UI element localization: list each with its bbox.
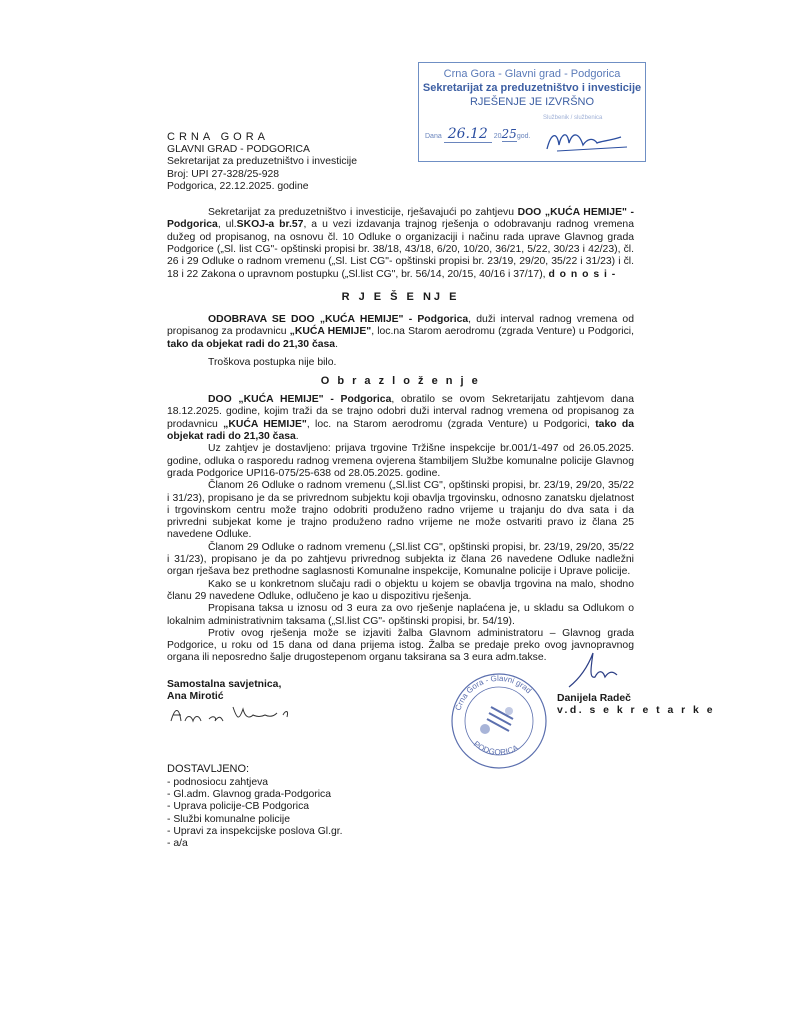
reasoning-applicant: DOO „KUĆA HEMIJE" - Podgorica (208, 394, 392, 406)
reasoning-body (167, 394, 634, 665)
delivered-item: - Gl.adm. Glavnog grada-Podgorica (167, 788, 332, 800)
stamp-god-label: god. (516, 133, 531, 140)
right-signature-block (557, 693, 715, 718)
left-signer-name: Ana Mirotić (167, 690, 224, 702)
reasoning-paragraph-5: Kako se u konkretnom slučaju radi o objektu u kojem se obavlja trgovina na malo, shodno članu 29 navedene Odluke, odlučeno je kao u dispozitivu rješenja. (167, 578, 634, 602)
header-number: Broj: UPI 27-328/25-928 (167, 168, 280, 180)
reasoning-paragraph-4: Članom 29 Odluke o radnom vremenu („Sl.list CG", opštinski propisi, br. 23/19, 29/20, 35/22 i 31/23), propisano je da po zahtjevu privrednog subjekta iz člana 26 navedene Odluke nadležni organ rješava bez prethodne saglasnosti Komunalne inspekcije, Komunalne policije i Uprave policije. (167, 541, 634, 578)
reasoning-paragraph-7: Protiv ovog rješenja može se izjaviti žalba Glavnom administratoru – Glavnog grada Podgorice, u roku od 15 dana od dana prijema istog. Žalba se predaje preko ovog javnopravnog organa ili neposredno šalje drugostepenom organu taksirana sa 3 eura adm.takse. (167, 627, 634, 664)
costs-paragraph: Troškova postupka nije bilo. (208, 356, 337, 368)
stamp-line-2: Sekretarijat za preduzetništvo i investicije (422, 82, 642, 94)
intro-text-1: Sekretarijat za preduzetništvo i investicije, rješavajući po zahtjevu (208, 207, 518, 219)
round-official-seal-icon (449, 671, 549, 771)
document-header (167, 131, 407, 193)
intro-applicant: DOO „KUĆA HEMIJE" - Podgorica (167, 207, 634, 231)
decision-end: . (335, 338, 338, 350)
reasoning-hours: tako da objekat radi do 21,30 časa (167, 418, 634, 443)
signature-area (167, 673, 715, 757)
reasoning-paragraph-2: Uz zahtjev je dostavljeno: prijava trgovine Tržišne inspekcije br.001/1-497 od 26.05.2025. godine, odluka o rasporedu radnog vremena ovjerena štambiljem Službe komunalne policije Glavnog grada Podgorice UPI16-075/25-638 od 28.05.2025. godine. (167, 443, 634, 479)
left-signer-title: Samostalna savjetnica, (167, 678, 282, 690)
decision-paragraph (167, 314, 634, 351)
delivered-item: - podnosiocu zahtjeva (167, 776, 269, 788)
reasoning-end: . (295, 431, 299, 443)
seal-top-text: Crna Gora - Glavni grad (453, 673, 534, 712)
intro-text-2: , ul. (217, 219, 237, 231)
delivered-list (167, 763, 634, 851)
header-country: CRNA GORA (167, 131, 270, 143)
reasoning-shop: „KUĆA HEMIJE" (223, 418, 307, 430)
reasoning-text-2: , loc. na Starom aerodromu (zgrada Venture) u Podgorici, (306, 418, 596, 430)
right-handwritten-signature-icon (565, 649, 635, 691)
reasoning-paragraph-6: Propisana taksa u iznosu od 3 eura za ovo rješenje naplaćena je, u skladu sa Odlukom o lokalnim administrativnim taksama („Sl.list CG"- opštinski propisi, br. 54/19). (167, 603, 634, 627)
delivered-item: - Upravi za inspekcijske poslova Gl.gr. (167, 825, 343, 837)
delivered-title: DOSTAVLJENO: (167, 762, 250, 775)
header-office: Sekretarijat za preduzetništvo i investicije (167, 156, 358, 168)
svg-text:PODGORICA (472, 739, 520, 757)
seal-bottom-text: PODGORICA (471, 739, 520, 757)
stamp-line-1: Crna Gora - Glavni grad - Podgorica (443, 68, 621, 80)
stamp-year-prefix: 20 (493, 133, 502, 140)
left-handwritten-signature-icon (167, 703, 297, 725)
reasoning-paragraph-3: Članom 26 Odluke o radnom vremenu („Sl.list CG", opštinski propisi, br. 23/19, 29/20, 35/22 i 31/23), propisano je da se privrednom subjektu koji obavlja trgovinsku, odnosno zanatsku djelatnost i trgovinskom centru može trajno odobriti produženo radno vrijeme u trajanju do dva sata i da privredni subjekat kome je trajno produženo radno vrijeme ne može ostvariti pravo iz člana 25 navedene Odluke. (167, 480, 634, 541)
right-signer-title: v.d. s e k r e t a r k e (557, 704, 715, 716)
intro-text-3: , a u vezi izdavanja trajnog rješenja o odobravanju radnog vremena dužeg od propisanog, na osnovu čl. 10 Odluke o organizaciji i načinu rada uprave Glavnog grada Podgorice („Sl. list CG"- opštinski propisi br. 38/18, 43/18, 6/20, 10/20, 36/21, 5/22, 30/23 i 42/23), čl. 26 i 29 Odluke o radnom vremenu („Sl. List CG"- opštinski propisi br. 23/19, 29/20, 35/22 i 31/23) i čl. 18 i 22 Zakona o upravnom postupku („Sl.list CG", br. 56/14, 20/15, 40/16 i 37/17), (167, 219, 634, 280)
intro-paragraph (167, 207, 634, 281)
header-place-date: Podgorica, 22.12.2025. godine (167, 180, 309, 192)
document-body (167, 131, 715, 850)
decision-bold-2: „KUĆA HEMIJE" (289, 326, 372, 338)
stamp-year: 25 (501, 127, 517, 141)
stamp-signer-label: Službenik / službenica (543, 115, 603, 121)
delivered-item: - a/a (167, 838, 188, 850)
stamp-dana-label: Dana (425, 133, 442, 140)
decision-text-2: , loc.na Starom aerodromu (zgrada Venture) u Podgorici, (371, 326, 634, 338)
header-city: GLAVNI GRAD - PODGORICA (167, 144, 310, 155)
right-signer-name: Danijela Radeč (557, 692, 631, 704)
decision-bold-1: ODOBRAVA SE DOO „KUĆA HEMIJE" - Podgorica (208, 313, 469, 325)
delivered-item: - Uprava policije-CB Podgorica (167, 801, 310, 813)
intro-donosi: d o n o s i - (548, 268, 617, 280)
reasoning-text-1: , obratilo se ovom Sekretarijatu zahtjevom dana 18.12.2025. godine, kojim traži da se trajno odobri duži interval radnog vremena od propisanog za prodavnicu (167, 394, 634, 430)
reasoning-paragraph-1 (167, 394, 634, 443)
left-signature-block (167, 679, 367, 730)
intro-street: SKOJ-a br.57 (236, 219, 304, 231)
delivered-item: - Službi komunalne policije (167, 813, 291, 825)
decision-text-1: , duži interval radnog vremena od propisanog za prodavnicu (167, 313, 634, 338)
svg-text:Crna Gora - Glavni grad (454, 674, 534, 712)
reasoning-title: O b r a z l o ž e n j e (320, 375, 481, 388)
stamp-line-3: RJEŠENJE JE IZVRŠNO (469, 96, 595, 108)
decision-bold-3: tako da objekat radi do 21,30 časa (167, 338, 336, 350)
stamp-date: 26.12 (444, 126, 492, 143)
decision-title: R J E Š E NJ E (341, 290, 460, 303)
